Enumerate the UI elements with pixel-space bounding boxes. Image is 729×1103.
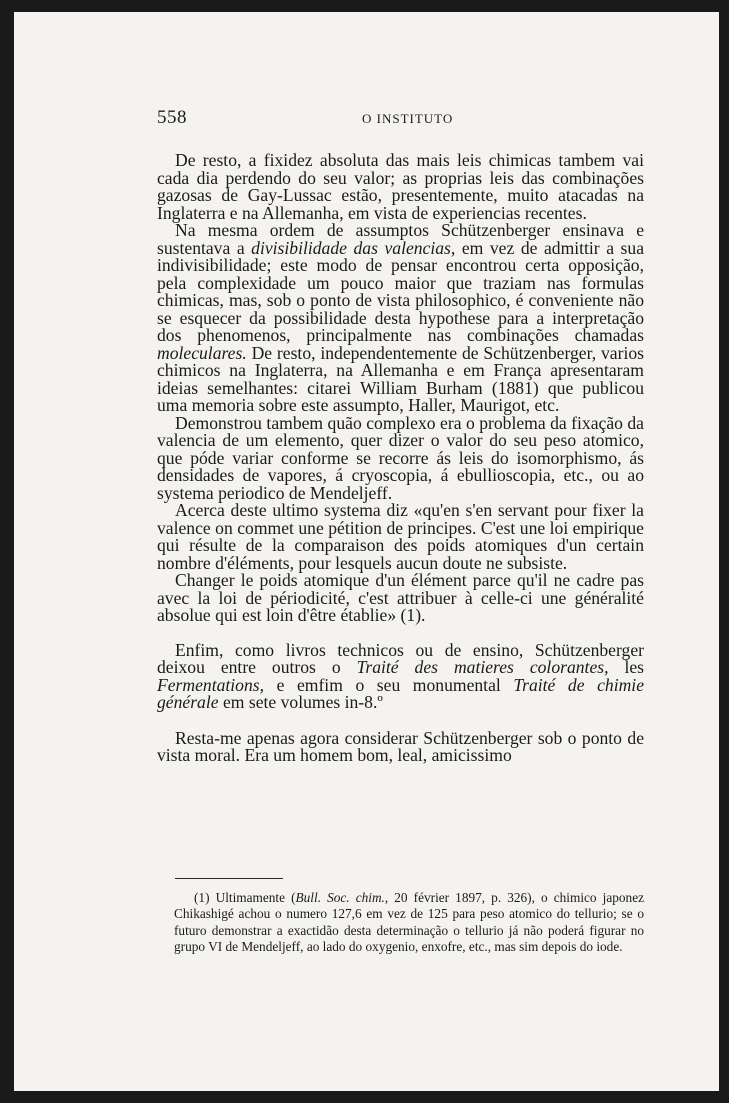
footnote-rule <box>175 878 283 879</box>
paragraph-6-text-c: e emfim o seu monumental <box>264 674 514 695</box>
running-head <box>157 107 644 131</box>
paragraph-6-italic-3: Traité de chimie générale <box>157 674 644 712</box>
paragraph-3: Demonstrou tambem quão complexo era o problema da fixação da valencia de um elemento, quer dizer o valor do seu peso atomico, que póde variar conforme se recorre ás leis do isomorphismo, ás densidades de vapores, á cryoscopia, á ebullioscopia, etc., ou ao systema periodico de Mendeljeff. <box>157 412 644 503</box>
paragraph-6-italic-1: Traité des matieres colorantes, <box>356 657 609 677</box>
paragraph-6-text-d: em sete volumes in-8.º <box>218 692 383 712</box>
paragraph-2-text-a: Na mesma ordem de assumptos Schützenberger ensinava e sustentava a <box>157 220 644 258</box>
paragraph-2-italic-1: divisibilidade das valencias, <box>251 237 456 258</box>
paragraph-6-italic-2: Fermentations, <box>157 674 265 695</box>
page <box>14 12 719 1091</box>
paragraph-4: Acerca deste ultimo systema diz «qu'en s'en servant pour fixer la valence on commet une pétition de principes. C'est une loi empirique qui résulte de la comparaison des poids atomiques d'un certain nombre d'éléments, pour lesquels aucun doute ne subsiste. <box>157 500 644 573</box>
running-title: O INSTITUTO <box>362 111 454 126</box>
paragraph-6 <box>157 639 644 712</box>
footnote-italic: Bull. Soc. chim. <box>295 890 385 905</box>
paragraph-2-text-b: em vez de admittir a sua indivisibilidade; este modo de pensar encontrou certa opposição, pela complexidade um pouco maior que traziam nas formulas chimicas, mas, sob o ponto de vista philosophico, é conveniente não se esquecer da possibilidade desta hypothese para a interpretação dos phenomenos, principalmente nas combinações chamadas <box>157 237 644 345</box>
paragraph-6-text-b: les <box>608 657 644 677</box>
body-text <box>157 152 644 765</box>
paragraph-7: Resta-me apenas agora considerar Schützenberger sob o ponto de vista moral. Era um homem bom, leal, amicissimo <box>157 727 644 765</box>
footnote-text-b: , 20 février 1897, p. 326), o chimico japonez Chikashigé achou o numero 127,6 em vez de 125 para peso atomico do tellurio; se o futuro demonstrar a exactidão desta determinação o tellurio já não poderá figurar no grupo VI de Mendeljeff, ao lado do oxygenio, enxofre, etc., mas sim depois do iode. <box>174 890 644 955</box>
page-number: 558 <box>157 107 187 128</box>
footnote-text <box>174 890 644 956</box>
paragraph-2-text-c: De resto, independentemente de Schützenberger, varios chimicos na Inglaterra, na Allemanha e em França apresentaram ideias semelhantes: citarei William Burham (1881) que publicou uma memoria sobre este assumpto, Haller, Maurigot, etc. <box>157 342 644 415</box>
footnote <box>174 890 644 956</box>
paragraph-2-italic-2: moleculares. <box>157 342 247 363</box>
paragraph-2 <box>157 222 644 415</box>
paragraph-1: De resto, a fixidez absoluta das mais leis chimicas tambem vai cada dia perdendo do seu valor; as proprias leis das combinações gazosas de Gay-Lussac estão, presentemente, muito atacadas na Inglaterra e na Allemanha, em vista de experiencias recentes. <box>157 150 644 223</box>
paragraph-6-text-a: Enfim, como livros technicos ou de ensino, Schützenberger deixou entre outros o <box>157 639 644 677</box>
paragraph-5: Changer le poids atomique d'un élément parce qu'il ne cadre pas avec la loi de périodicité, c'est attribuer à celle-ci une généralité absolue qui est loin d'être établie» (1). <box>157 570 644 625</box>
footnote-text-a: Ultimamente ( <box>209 890 296 905</box>
footnote-marker: (1) <box>194 890 210 905</box>
